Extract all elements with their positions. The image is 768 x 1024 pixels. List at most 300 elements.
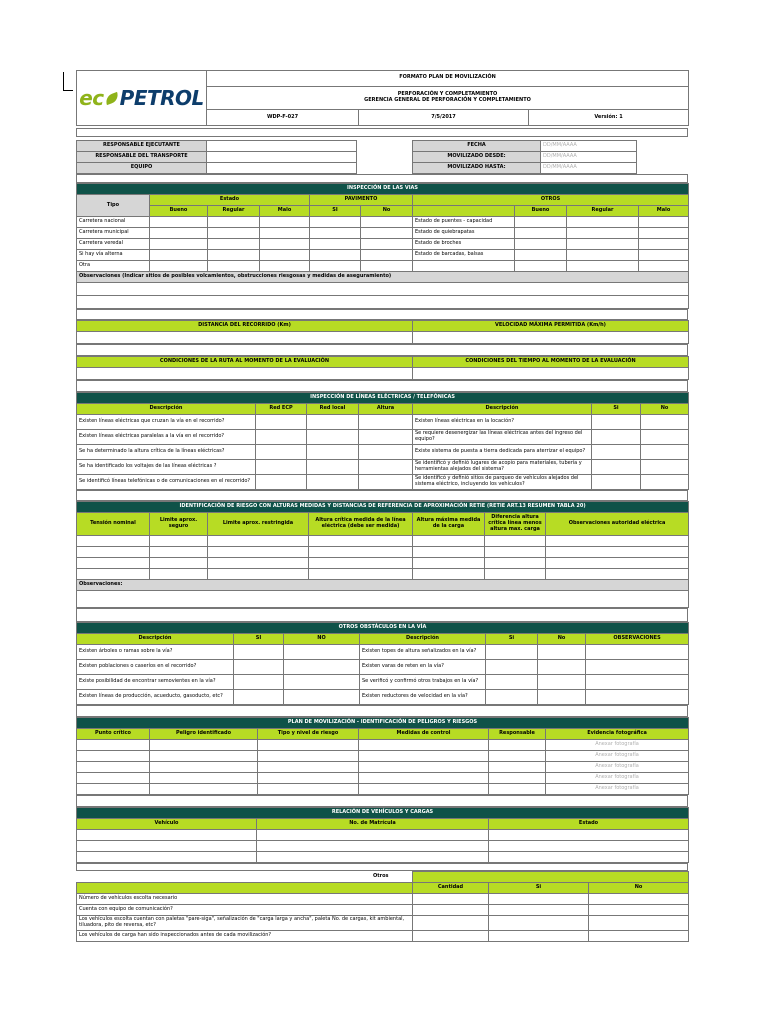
input-cell[interactable] xyxy=(77,830,257,841)
info-label: FECHA xyxy=(413,141,541,152)
check-cell[interactable] xyxy=(515,250,567,261)
info-label: MOVILIZADO DESDE: xyxy=(413,152,541,163)
spacer xyxy=(76,795,688,807)
check-cell[interactable] xyxy=(307,445,359,460)
input-cell[interactable] xyxy=(77,841,257,852)
vias-observaciones-field[interactable] xyxy=(77,283,689,296)
vehiculos-title: RELACIÓN DE VEHÍCULOS Y CARGAS xyxy=(77,808,689,819)
check-cell[interactable] xyxy=(567,261,639,272)
iguana-leaf-icon xyxy=(104,91,120,104)
input-cell[interactable] xyxy=(150,773,258,784)
lineas-question: Se identificó y definió lugares de acopio para materiales, tubería y herramientas alejados del sistema? xyxy=(413,460,592,475)
col-si: SI xyxy=(310,206,361,217)
col-observaciones: Observaciones autoridad eléctrica xyxy=(546,513,689,536)
input-cell[interactable] xyxy=(77,740,150,751)
vehiculos-section xyxy=(76,807,689,863)
lineas-question: Existen líneas eléctricas en la locación? xyxy=(413,415,592,430)
check-cell[interactable] xyxy=(150,217,208,228)
check-cell[interactable] xyxy=(361,261,413,272)
riesgo-observaciones-label: Observaciones: xyxy=(77,580,689,591)
input-cell[interactable] xyxy=(258,784,359,795)
recorrido-section xyxy=(76,320,689,344)
col-bueno: Bueno xyxy=(515,206,567,217)
input-cell[interactable] xyxy=(150,569,208,580)
subtitle-line-1: PERFORACIÓN Y COMPLETAMIENTO xyxy=(397,91,498,98)
check-cell[interactable] xyxy=(359,460,413,475)
otros-item: Estado de puentes - capacidad xyxy=(413,217,515,228)
input-cell[interactable] xyxy=(359,784,489,795)
check-cell[interactable] xyxy=(589,916,689,931)
spacer xyxy=(76,608,688,622)
lineas-question: Se requiere desenergizar las líneas eléctricas antes del ingreso del equipo? xyxy=(413,430,592,445)
tipo-item: Carretera municipal xyxy=(77,228,150,239)
check-cell[interactable] xyxy=(538,675,586,690)
check-cell[interactable] xyxy=(538,645,586,660)
check-cell[interactable] xyxy=(310,239,361,250)
check-cell[interactable] xyxy=(641,415,689,430)
obstaculo-question: Se verificó y confirmó otros trabajos en la vía? xyxy=(360,675,486,690)
check-cell[interactable] xyxy=(515,261,567,272)
check-cell[interactable] xyxy=(208,228,260,239)
check-cell[interactable] xyxy=(592,430,641,445)
input-cell[interactable] xyxy=(489,852,689,863)
input-cell[interactable] xyxy=(77,751,150,762)
anexar-fotografia-link[interactable]: Anexar fotografía xyxy=(546,773,689,784)
check-cell[interactable] xyxy=(486,645,538,660)
check-cell[interactable] xyxy=(567,228,639,239)
input-cell[interactable] xyxy=(77,569,150,580)
check-cell[interactable] xyxy=(256,460,307,475)
input-cell[interactable] xyxy=(258,773,359,784)
ecopetrol-logo: ec PETROL xyxy=(79,85,204,110)
lineas-question: Existen líneas eléctricas paralelas a la vía en el recorrido? xyxy=(77,430,256,445)
col-no: NO xyxy=(284,634,360,645)
check-cell[interactable] xyxy=(256,445,307,460)
vias-observaciones-label: Observaciones (Indicar sitios de posibles volcamientos, obstrucciones riesgosas y medidas de aseguramiento) xyxy=(77,272,689,283)
input-cell[interactable] xyxy=(489,773,546,784)
input-cell[interactable] xyxy=(309,569,413,580)
plan-title: PLAN DE MOVILIZACIÓN - IDENTIFICACIÓN DE PELIGROS Y RIESGOS xyxy=(77,718,689,729)
input-cell[interactable] xyxy=(546,536,689,547)
spacer xyxy=(76,705,688,717)
lineas-question: Se ha determinado la altura crítica de la líneas eléctricas? xyxy=(77,445,256,460)
riesgo-observaciones-field[interactable] xyxy=(77,591,689,608)
check-cell[interactable] xyxy=(359,445,413,460)
riesgo-title: IDENTIFICACIÓN DE RIESGO CON ALTURAS MEDIDAS Y DISTANCIAS DE REFERENCIA DE APROXIMACIÓN RETIE (RETIE ART.13 RESUMEN TABLA 20) xyxy=(77,502,689,513)
form-header xyxy=(76,70,689,126)
check-cell[interactable] xyxy=(486,675,538,690)
input-cell[interactable] xyxy=(359,773,489,784)
check-cell[interactable] xyxy=(260,261,310,272)
tipo-item: Carretera nacional xyxy=(77,217,150,228)
vias-section xyxy=(76,183,689,309)
otros-item: Estado de quiebrapatas xyxy=(413,228,515,239)
check-cell[interactable] xyxy=(538,690,586,705)
check-cell[interactable] xyxy=(361,250,413,261)
input-cell[interactable] xyxy=(586,690,689,705)
check-cell[interactable] xyxy=(150,228,208,239)
vehiculo-question: Los vehículos de carga han sido inspeccionados antes de cada movilización? xyxy=(77,931,413,942)
col-altura: Altura xyxy=(359,404,413,415)
input-cell[interactable] xyxy=(257,841,489,852)
vias-observaciones-field[interactable] xyxy=(77,296,689,309)
check-cell[interactable] xyxy=(361,228,413,239)
input-cell[interactable] xyxy=(489,740,546,751)
check-cell[interactable] xyxy=(150,250,208,261)
tipo-header: Tipo xyxy=(77,195,150,217)
check-cell[interactable] xyxy=(567,250,639,261)
col-medidas: Medidas de control xyxy=(359,729,489,740)
check-cell[interactable] xyxy=(359,430,413,445)
check-cell[interactable] xyxy=(208,261,260,272)
check-cell[interactable] xyxy=(486,660,538,675)
tiempo-field[interactable] xyxy=(413,368,689,380)
check-cell[interactable] xyxy=(592,445,641,460)
input-cell[interactable] xyxy=(489,841,689,852)
obstaculo-question: Existen poblaciones o caseríos en el recorrido? xyxy=(77,660,234,675)
obstaculo-question: Existen topes de altura señalizados en la vía? xyxy=(360,645,486,660)
input-cell[interactable] xyxy=(309,558,413,569)
velocidad-field[interactable] xyxy=(413,332,689,344)
lineas-section xyxy=(76,392,689,490)
input-cell[interactable] xyxy=(150,558,208,569)
check-cell[interactable] xyxy=(489,905,589,916)
input-cell[interactable] xyxy=(150,740,258,751)
velocidad-header: VELOCIDAD MÁXIMA PERMITIDA (Km/h) xyxy=(413,321,689,332)
input-cell[interactable] xyxy=(359,751,489,762)
check-cell[interactable] xyxy=(284,675,360,690)
lineas-question: Se identificó y definió sitios de parqueo de vehículos alejados del sistema eléctrico, incluyendo los vehículos? xyxy=(413,475,592,490)
input-cell[interactable] xyxy=(485,547,546,558)
input-cell[interactable] xyxy=(208,558,309,569)
input-cell[interactable] xyxy=(208,569,309,580)
check-cell[interactable] xyxy=(260,250,310,261)
check-cell[interactable] xyxy=(639,250,689,261)
obstaculo-question: Existen reductores de velocidad en la vía? xyxy=(360,690,486,705)
tiempo-header: CONDICIONES DEL TIEMPO AL MOMENTO DE LA EVALUACIÓN xyxy=(413,357,689,368)
input-cell[interactable] xyxy=(150,762,258,773)
input-cell[interactable] xyxy=(586,675,689,690)
fecha-field[interactable]: DD/MM/AAAA xyxy=(541,141,637,152)
col-altura-carga: Altura máxima medida de la carga xyxy=(413,513,485,536)
col-limite-restringida: Limite aprox. restringida xyxy=(208,513,309,536)
responsable-transporte-field[interactable] xyxy=(207,152,357,163)
input-cell[interactable] xyxy=(208,536,309,547)
input-cell[interactable] xyxy=(485,558,546,569)
input-cell[interactable] xyxy=(489,751,546,762)
check-cell[interactable] xyxy=(639,239,689,250)
lineas-question: Se identificó líneas telefónicas o de comunicaciones en el recorrido? xyxy=(77,475,256,490)
check-cell[interactable] xyxy=(260,217,310,228)
obstaculo-question: Existen varas de reten en la vía? xyxy=(360,660,486,675)
input-cell[interactable] xyxy=(413,558,485,569)
info-label: EQUIPO xyxy=(77,163,207,174)
col-altura-critica: Altura crítica medida de la línea eléctrica (debe ser medida) xyxy=(309,513,413,536)
col-si: SI xyxy=(234,634,284,645)
col-responsable: Responsable xyxy=(489,729,546,740)
check-cell[interactable] xyxy=(641,460,689,475)
check-cell[interactable] xyxy=(284,645,360,660)
lineas-question: Existen líneas eléctricas que cruzan la vía en el recorrido? xyxy=(77,415,256,430)
col-malo: Malo xyxy=(260,206,310,217)
form-code: WDP-F-027 xyxy=(207,110,359,126)
col-no: No xyxy=(641,404,689,415)
ruta-header: CONDICIONES DE LA RUTA AL MOMENTO DE LA EVALUACIÓN xyxy=(77,357,413,368)
obstaculos-title: OTROS OBSTÁCULOS EN LA VÍA xyxy=(77,623,689,634)
check-cell[interactable] xyxy=(310,217,361,228)
info-label: MOVILIZADO HASTA: xyxy=(413,163,541,174)
check-cell[interactable] xyxy=(361,217,413,228)
check-cell[interactable] xyxy=(234,645,284,660)
col-evidencia: Evidencia fotográfica xyxy=(546,729,689,740)
check-cell[interactable] xyxy=(359,415,413,430)
subtitle-line-2: GERENCIA GENERAL DE PERFORACIÓN Y COMPLETAMIENTO xyxy=(364,96,531,103)
col-descripcion: Descripción xyxy=(77,404,256,415)
input-cell[interactable] xyxy=(258,751,359,762)
check-cell[interactable] xyxy=(310,250,361,261)
col-tension: Tensión nominal xyxy=(77,513,150,536)
input-cell[interactable] xyxy=(258,762,359,773)
spacer xyxy=(76,309,688,320)
tipo-item: Si hay vía alterna xyxy=(77,250,150,261)
margin-mark xyxy=(63,72,64,90)
col-descripcion: Descripción xyxy=(413,404,592,415)
otros-header: OTROS xyxy=(413,195,689,206)
check-cell[interactable] xyxy=(589,894,689,905)
input-cell[interactable] xyxy=(150,784,258,795)
input-cell[interactable] xyxy=(485,536,546,547)
check-cell[interactable] xyxy=(260,239,310,250)
col-si: Si xyxy=(489,883,589,894)
info-section xyxy=(76,140,689,174)
check-cell[interactable] xyxy=(260,228,310,239)
check-cell[interactable] xyxy=(515,228,567,239)
input-cell[interactable] xyxy=(309,536,413,547)
input-cell[interactable] xyxy=(208,547,309,558)
check-cell[interactable] xyxy=(589,931,689,942)
input-cell[interactable] xyxy=(489,784,546,795)
input-cell[interactable] xyxy=(413,894,489,905)
col-descripcion: Descripción xyxy=(77,634,234,645)
col-no: No xyxy=(361,206,413,217)
check-cell[interactable] xyxy=(284,690,360,705)
col-matricula: No. de Matrícula xyxy=(257,819,489,830)
plan-section xyxy=(76,717,689,795)
input-cell[interactable] xyxy=(77,547,150,558)
input-cell[interactable] xyxy=(546,569,689,580)
lineas-question: Existe sistema de puesta a tierra dedicada para aterrizar el equipo? xyxy=(413,445,592,460)
check-cell[interactable] xyxy=(641,430,689,445)
col-vehiculo: Vehículo xyxy=(77,819,257,830)
check-cell[interactable] xyxy=(150,261,208,272)
responsable-ejecutante-field[interactable] xyxy=(207,141,357,152)
col-regular: Regular xyxy=(208,206,260,217)
check-cell[interactable] xyxy=(489,916,589,931)
input-cell[interactable] xyxy=(150,536,208,547)
check-cell[interactable] xyxy=(234,660,284,675)
check-cell[interactable] xyxy=(256,430,307,445)
check-cell[interactable] xyxy=(256,475,307,490)
col-no: No xyxy=(589,883,689,894)
col-red-ecp: Red ECP xyxy=(256,404,307,415)
check-cell[interactable] xyxy=(208,217,260,228)
check-cell[interactable] xyxy=(567,239,639,250)
info-label: RESPONSABLE EJECUTANTE xyxy=(77,141,207,152)
input-cell[interactable] xyxy=(150,547,208,558)
otros-label: Otros xyxy=(373,873,389,880)
check-cell[interactable] xyxy=(489,894,589,905)
check-cell[interactable] xyxy=(592,415,641,430)
check-cell[interactable] xyxy=(307,415,359,430)
input-cell[interactable] xyxy=(413,931,489,942)
col-cantidad: Cantidad xyxy=(413,883,489,894)
anexar-fotografia-link[interactable]: Anexar fotografía xyxy=(546,751,689,762)
input-cell[interactable] xyxy=(485,569,546,580)
check-cell[interactable] xyxy=(489,931,589,942)
mobilization-form xyxy=(76,70,688,942)
input-cell[interactable] xyxy=(77,536,150,547)
anexar-fotografia-link[interactable]: Anexar fotografía xyxy=(546,740,689,751)
spacer xyxy=(76,174,688,183)
input-cell[interactable] xyxy=(413,916,489,931)
input-cell[interactable] xyxy=(359,762,489,773)
logo-cell xyxy=(77,71,207,126)
distancia-field[interactable] xyxy=(77,332,413,344)
distancia-header: DISTANCIA DEL RECORRIDO (Km) xyxy=(77,321,413,332)
form-title: FORMATO PLAN DE MOVILIZACIÓN xyxy=(207,71,689,87)
vehiculo-question: Número de vehículos escolta necesario xyxy=(77,894,413,905)
form-version: Versión: 1 xyxy=(529,110,689,126)
input-cell[interactable] xyxy=(546,547,689,558)
check-cell[interactable] xyxy=(307,460,359,475)
margin-mark-horizontal xyxy=(63,90,73,91)
check-cell[interactable] xyxy=(307,430,359,445)
tipo-item: Carretera veredal xyxy=(77,239,150,250)
spacer xyxy=(76,380,688,392)
check-cell[interactable] xyxy=(641,445,689,460)
input-cell[interactable] xyxy=(309,547,413,558)
input-cell[interactable] xyxy=(413,569,485,580)
otros-header xyxy=(373,872,689,883)
input-cell[interactable] xyxy=(586,645,689,660)
input-cell[interactable] xyxy=(257,852,489,863)
check-cell[interactable] xyxy=(592,475,641,490)
check-cell[interactable] xyxy=(208,239,260,250)
col-estado: Estado xyxy=(489,819,689,830)
movilizado-desde-field[interactable]: DD/MM/AAAA xyxy=(541,152,637,163)
input-cell[interactable] xyxy=(258,740,359,751)
check-cell[interactable] xyxy=(567,217,639,228)
equipo-field[interactable] xyxy=(207,163,357,174)
spacer xyxy=(76,128,688,137)
check-cell[interactable] xyxy=(150,239,208,250)
ruta-field[interactable] xyxy=(77,368,413,380)
col-limite-seguro: Limite aprox. seguro xyxy=(150,513,208,536)
col-malo: Malo xyxy=(639,206,689,217)
input-cell[interactable] xyxy=(77,773,150,784)
obstaculo-question: Existen árboles o ramas sobre la vía? xyxy=(77,645,234,660)
input-cell[interactable] xyxy=(77,558,150,569)
vehiculo-question: Cuenta con equipo de comunicación? xyxy=(77,905,413,916)
input-cell[interactable] xyxy=(546,558,689,569)
col-red-local: Red local xyxy=(307,404,359,415)
check-cell[interactable] xyxy=(310,228,361,239)
condiciones-section xyxy=(76,356,689,380)
spacer xyxy=(76,344,688,356)
col-punto-critico: Punto crítico xyxy=(77,729,150,740)
pavimento-header: PAVIMENTO xyxy=(310,195,413,206)
lineas-title: INSPECCIÓN DE LÍNEAS ELÉCTRICAS / TELEFÓNICAS xyxy=(77,393,689,404)
col-bueno: Bueno xyxy=(150,206,208,217)
input-cell[interactable] xyxy=(77,762,150,773)
vias-title: INSPECCIÓN DE LAS VIAS xyxy=(77,184,689,195)
anexar-fotografia-link[interactable]: Anexar fotografía xyxy=(546,762,689,773)
input-cell[interactable] xyxy=(257,830,489,841)
col-no: No xyxy=(538,634,586,645)
check-cell[interactable] xyxy=(234,690,284,705)
spacer xyxy=(76,490,688,501)
check-cell[interactable] xyxy=(208,250,260,261)
anexar-fotografia-link[interactable]: Anexar fotografía xyxy=(546,784,689,795)
check-cell[interactable] xyxy=(639,261,689,272)
check-cell[interactable] xyxy=(307,475,359,490)
col-descripcion: Descripción xyxy=(360,634,486,645)
check-cell[interactable] xyxy=(589,905,689,916)
col-observaciones: OBSERVACIONES xyxy=(586,634,689,645)
check-cell[interactable] xyxy=(515,239,567,250)
estado-header: Estado xyxy=(150,195,310,206)
lineas-question: Se ha identificado los voltajes de las líneas eléctricas ? xyxy=(77,460,256,475)
check-cell[interactable] xyxy=(361,239,413,250)
check-cell[interactable] xyxy=(639,217,689,228)
obstaculo-question: Existen líneas de producción, acueducto, gasoducto, etc? xyxy=(77,690,234,705)
col-diferencia: Diferencia altura crítica línea menos altura max. carga xyxy=(485,513,546,536)
check-cell[interactable] xyxy=(310,261,361,272)
check-cell[interactable] xyxy=(592,460,641,475)
riesgo-section xyxy=(76,501,689,608)
input-cell[interactable] xyxy=(77,852,257,863)
input-cell[interactable] xyxy=(150,751,258,762)
input-cell[interactable] xyxy=(77,784,150,795)
check-cell[interactable] xyxy=(641,475,689,490)
check-cell[interactable] xyxy=(538,660,586,675)
movilizado-hasta-field[interactable]: DD/MM/AAAA xyxy=(541,163,637,174)
input-cell[interactable] xyxy=(359,740,489,751)
obstaculos-section xyxy=(76,622,689,705)
spacer xyxy=(76,863,688,871)
input-cell[interactable] xyxy=(489,830,689,841)
check-cell[interactable] xyxy=(639,228,689,239)
col-riesgo: Tipo y nivel de riesgo xyxy=(258,729,359,740)
check-cell[interactable] xyxy=(234,675,284,690)
col-si: Si xyxy=(486,634,538,645)
input-cell[interactable] xyxy=(489,762,546,773)
check-cell[interactable] xyxy=(486,690,538,705)
vehiculo-question: Los vehículos escolta cuentan con paletas "pare-siga", señalización de "carga larga y ancha", paleta No. de cargas, kit ambiental, tiluadora, pito de reversa, etc? xyxy=(77,916,413,931)
col-regular: Regular xyxy=(567,206,639,217)
tipo-item: Otra xyxy=(77,261,150,272)
check-cell[interactable] xyxy=(284,660,360,675)
input-cell[interactable] xyxy=(413,547,485,558)
check-cell[interactable] xyxy=(515,217,567,228)
input-cell[interactable] xyxy=(413,536,485,547)
otros-vehiculos-section xyxy=(76,871,689,942)
input-cell[interactable] xyxy=(413,905,489,916)
obstaculo-question: Existe posibilidad de encontrar semovientes en la vía? xyxy=(77,675,234,690)
check-cell[interactable] xyxy=(256,415,307,430)
check-cell[interactable] xyxy=(359,475,413,490)
input-cell[interactable] xyxy=(586,660,689,675)
